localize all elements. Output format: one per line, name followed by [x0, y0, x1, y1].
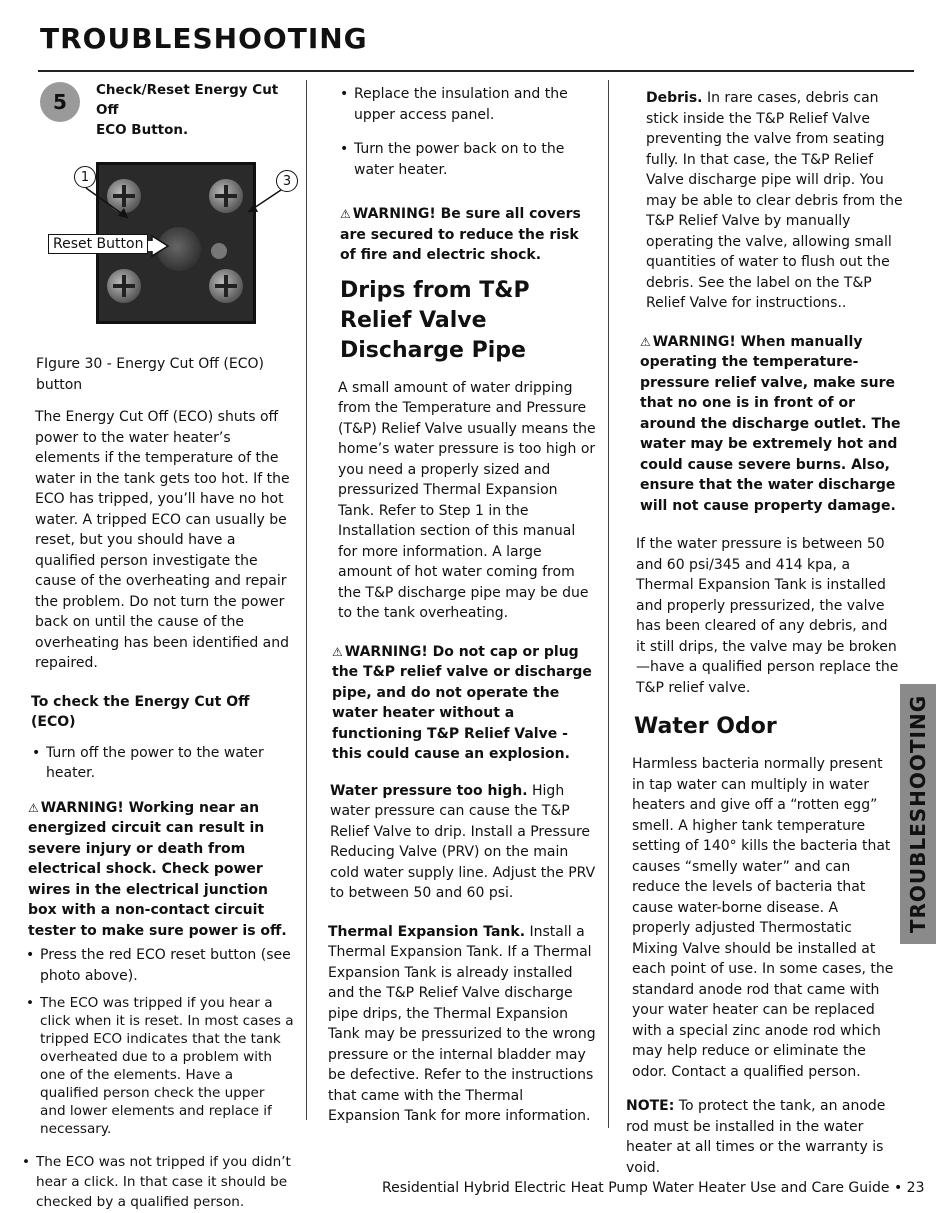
reassembly-steps-list [330, 84, 598, 180]
step-title: Check/Reset Energy Cut Off ECO Button. [96, 82, 279, 138]
page-title: TROUBLESHOOTING [40, 22, 368, 55]
electrical-warning: ⚠ WARNING! Working near an energized circuit can result in severe injury or death from electrical shock. Check power wires in the electrical junction box with a non-contact circuit tester to make sure power is off. [28, 799, 287, 939]
list-item: • The ECO was tripped if you hear a click when it is reset. In most cases a tripped ECO indicates that the tank overheated due to a problem with one of the elements. Have a qualified person check the upper and lower elements and replace if necessary. [26, 994, 294, 1138]
column-2 [330, 80, 598, 1127]
reset-button-label: Reset Button [48, 234, 148, 254]
water-pressure-paragraph: Water pressure too high. High water pressure can cause the T&P Relief Valve to drip. Install a Pressure Reducing Valve (PRV) on the main cold water supply line. Adjust the PRV to between 50 and 60 psi. [330, 782, 596, 901]
warning-icon: ⚠ [28, 800, 39, 815]
list-item: • Turn the power back on to the water heater. [340, 139, 598, 180]
list-item: • Replace the insulation and the upper access panel. [340, 84, 598, 125]
column-3 [626, 80, 903, 1178]
eco-intro-paragraph: The Energy Cut Off (ECO) shuts off power to the water heater’s elements if the temperature of the water in the tank gets too hot. If the ECO has tripped, you’ll have no hot water. A tripped ECO can usually be reset, but you should have a qualified person investigate the cause of the overheating and repair the problem. Do not turn the power back on until the cause of the overheating has been identified and repaired. [35, 409, 290, 671]
warning-icon: ⚠ [332, 644, 343, 659]
side-tab-label: TROUBLESHOOTING [906, 694, 930, 934]
list-item: • Turn off the power to the water heater. [32, 743, 294, 784]
check-steps-list-2 [28, 945, 294, 1212]
list-item: • Press the red ECO reset button (see photo above). [26, 945, 294, 986]
relief-valve-warning: ⚠ WARNING! When manually operating the temperature-pressure relief valve, make sure that no one is in front of or around the discharge outlet. The water may be extremely hot and could cause severe burns. Also, ensure that the water discharge will not cause property damage. [640, 333, 901, 514]
pressure-range-paragraph: If the water pressure is between 50 and 60 psi/345 and 414 kpa, a Thermal Expansion Tank is installed and properly pressurized, the valve has been cleared of any debris, and it still drips, the valve may be broken—have a qualified person replace the T&P relief valve. [636, 536, 899, 696]
column-divider-2 [608, 80, 609, 1128]
step-number-badge: 5 [40, 82, 80, 122]
page-footer: Residential Hybrid Electric Heat Pump Water Heater Use and Care Guide • 23 [382, 1180, 925, 1196]
page-header [38, 18, 914, 72]
warning-icon: ⚠ [340, 207, 351, 221]
debris-paragraph: Debris. In rare cases, debris can stick inside the T&P Relief Valve preventing the valve from seating fully. In that case, the T&P Relief Valve discharge pipe will drip. You may be able to clear debris from the T&P Relief Valve by manually operating the valve, allowing small quantities of water to flush out the debris. See the label on the T&P Relief Valve for instructions.. [646, 90, 903, 311]
warning-icon: ⚠ [640, 334, 651, 349]
tp-valve-warning: ⚠ WARNING! Do not cap or plug the T&P relief valve or discharge pipe, and do not operate the water heater without a functioning T&P Relief Valve - this could cause an explosion. [332, 643, 592, 762]
covers-warning: ⚠ WARNING! Be sure all covers are secured to reduce the risk of fire and electric shock. [340, 206, 581, 263]
water-odor-paragraph: Harmless bacteria normally present in tap water can multiply in water heaters and give off a “rotten egg” smell. A higher tank temperature setting of 140° kills the bacteria that causes “smelly water” and can reduce the levels of bacteria that cause water-borne disease. A properly adjusted Thermostatic Mixing Valve should be installed at each point of use. In some cases, the standard anode rod that came with your water heater can be replaced with a special zinc anode rod which may help reduce or eliminate the odor. Contact a qualified person. [632, 756, 894, 1080]
check-steps-list-1 [32, 743, 294, 784]
expansion-tank-paragraph: Thermal Expansion Tank. Install a Thermal Expansion Tank. If a Thermal Expansion Tank is already installed and the T&P Relief Valve discharge pipe drips, the Thermal Expansion Tank may be pressurized to the wrong pressure or the internal bladder may be defective. Refer to the instructions that came with the Thermal Expansion Tank for more information. [328, 923, 596, 1124]
column-1 [28, 80, 294, 1212]
check-eco-heading: To check the Energy Cut Off (ECO) [31, 693, 250, 730]
drips-paragraph: A small amount of water dripping from the Temperature and Pressure (T&P) Relief Valve usually means the home’s water pressure is too high or you need a properly sized and pressurized Thermal Expansion Tank. Refer to Step 1 in the Installation section of this manual for more information. A large amount of hot water coming from the T&P discharge pipe may be due to the tank overheating. [338, 379, 596, 621]
anode-note-paragraph: NOTE: To protect the tank, an anode rod must be installed in the water heater at all times or the warranty is void. [626, 1098, 886, 1176]
eco-button-photo [40, 162, 302, 342]
figure-caption: FIgure 30 - Energy Cut Off (ECO) button [36, 356, 264, 393]
column-divider-1 [306, 80, 307, 1120]
callout-3: 3 [276, 170, 298, 192]
section-side-tab [900, 684, 936, 944]
callout-1: 1 [74, 166, 96, 188]
step-heading [40, 80, 294, 140]
drips-heading: Drips from T&P Relief Valve Discharge Pipe [340, 277, 530, 363]
list-item: • The ECO was not tripped if you didn’t hear a click. In that case it should be checked by a qualified person. [22, 1152, 294, 1212]
water-odor-heading: Water Odor [634, 714, 777, 739]
